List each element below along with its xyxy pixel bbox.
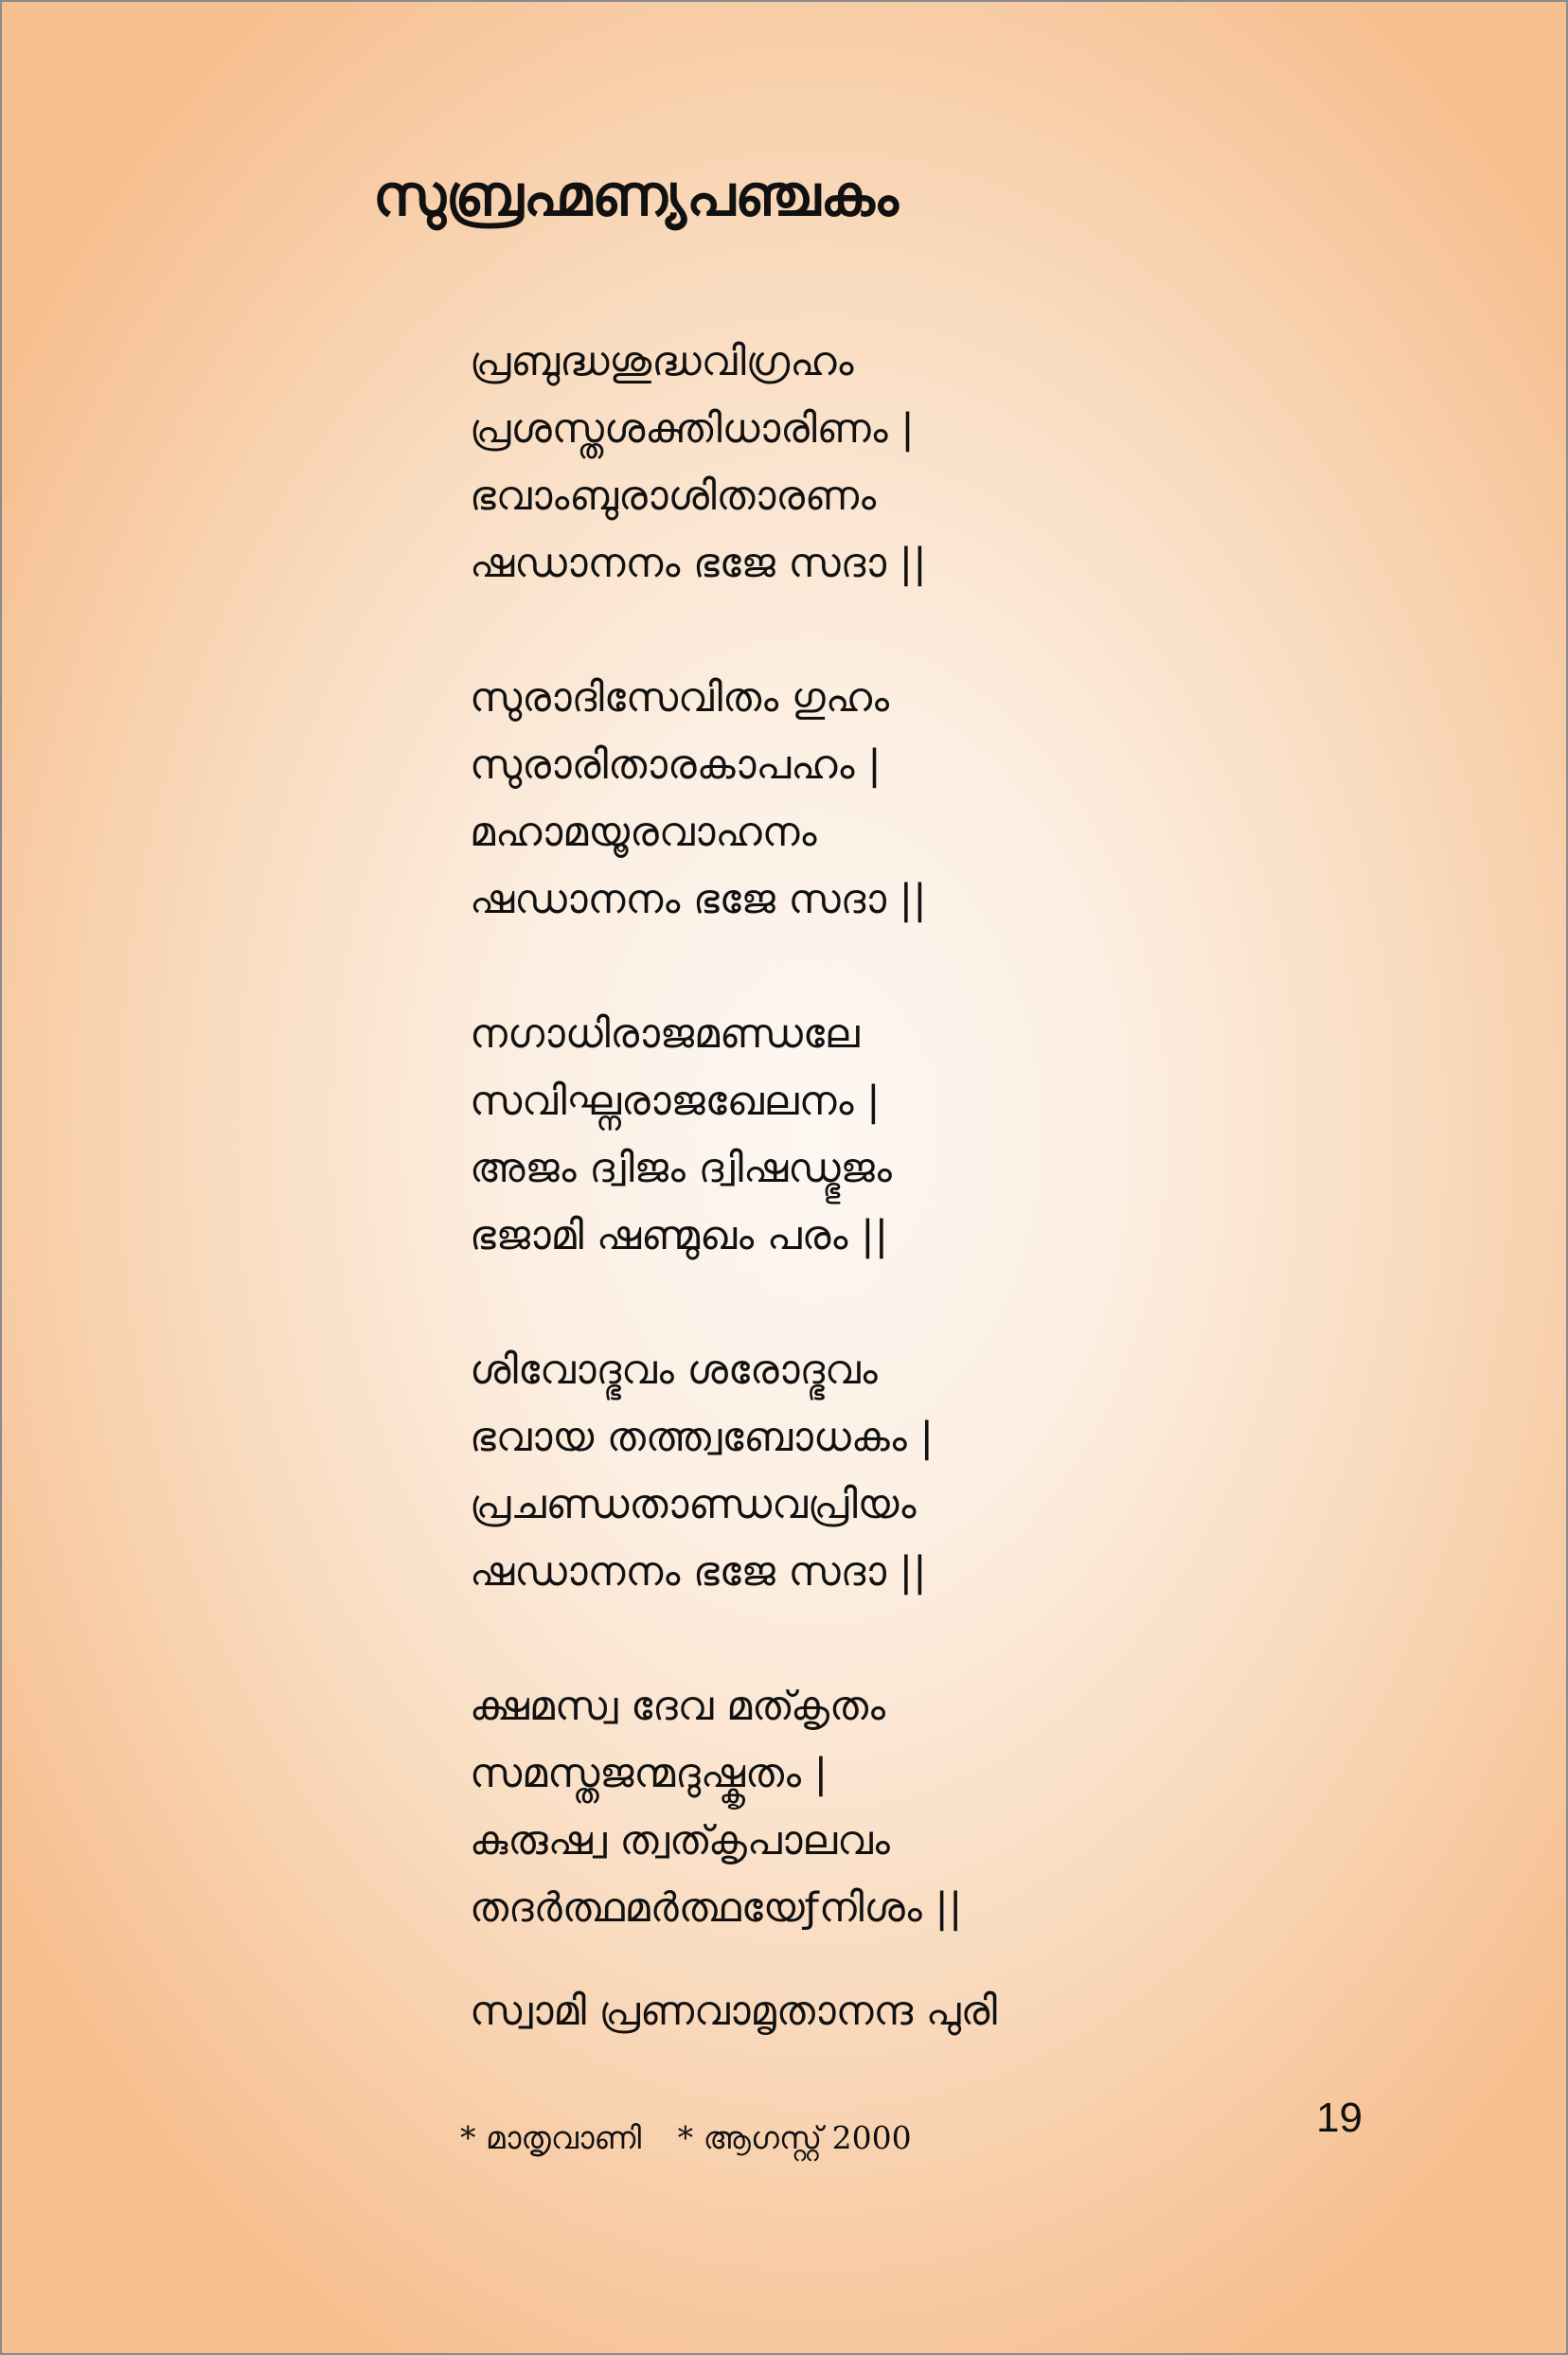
stanza-1 — [470, 329, 1417, 598]
stanza-3 — [470, 1001, 1417, 1270]
footnote-source: * മാതൃവാണി — [460, 2119, 642, 2156]
page-number: 19 — [1316, 2095, 1363, 2141]
verse-line: സമസ്തജന്മദുഷ്കൃതം | — [470, 1750, 829, 1797]
stanza-5 — [470, 1673, 1417, 1942]
verse-line: ഷഡാനനം ഭജേ സദാ || — [470, 1548, 927, 1596]
poem — [470, 329, 1417, 1942]
verse-line: സവിഘ്നരാജഖേലനം | — [470, 1078, 881, 1125]
verse-line: പ്രബുദ്ധശുദ്ധവിഗ്രഹം — [470, 338, 854, 385]
verse-line: സുരാദിസേവിതം ഗുഹം — [470, 674, 890, 722]
verse-line: ശിവോദ്ഭവം ശരോദ്ഭവം — [470, 1347, 878, 1394]
footnote-date: * ആഗസ്റ്റ് 2000 — [677, 2119, 912, 2156]
verse-line: ഭജാമി ഷണ്മുഖം പരം || — [470, 1212, 889, 1259]
verse-line: മഹാമയൂരവാഹനം — [470, 809, 817, 856]
verse-line: അജം ദ്വിജം ദ്വിഷഡ്ഭുജം — [470, 1145, 892, 1192]
author-name: സ്വാമി പ്രണവാമൃതാനന്ദ പുരി — [470, 1988, 997, 2035]
verse-line: ഭവാംബുരാശിതാരണം — [470, 473, 877, 520]
verse-line: കുരുഷ്വ ത്വത്കൃപാലവം — [470, 1817, 890, 1864]
verse-line: ഷഡാനനം ഭജേ സദാ || — [470, 540, 927, 587]
verse-line: പ്രചണ്ഡതാണ്ഡവപ്രിയം — [470, 1481, 917, 1528]
verse-line: നഗാധിരാജമണ്ഡലേ — [470, 1010, 860, 1058]
stanza-4 — [470, 1337, 1417, 1606]
verse-line: ഷഡാനനം ഭജേ സദാ || — [470, 876, 927, 923]
verse-line: ഭവായ തത്ത്വബോധകം | — [470, 1414, 934, 1461]
stanza-2 — [470, 665, 1417, 934]
page-title: സുബ്രഹ്മണ്യപഞ്ചകം — [373, 163, 899, 229]
verse-line: ക്ഷമസ്വ ദേവ മത്കൃതം — [470, 1683, 886, 1730]
verse-line: തദർത്ഥമർത്ഥയേƒനിശം || — [470, 1884, 963, 1932]
verse-line: പ്രശസ്തശക്തിധാരിണം | — [470, 405, 915, 453]
verse-line: സുരാരിതാരകാപഹം | — [470, 741, 882, 789]
footnote — [460, 2114, 912, 2162]
